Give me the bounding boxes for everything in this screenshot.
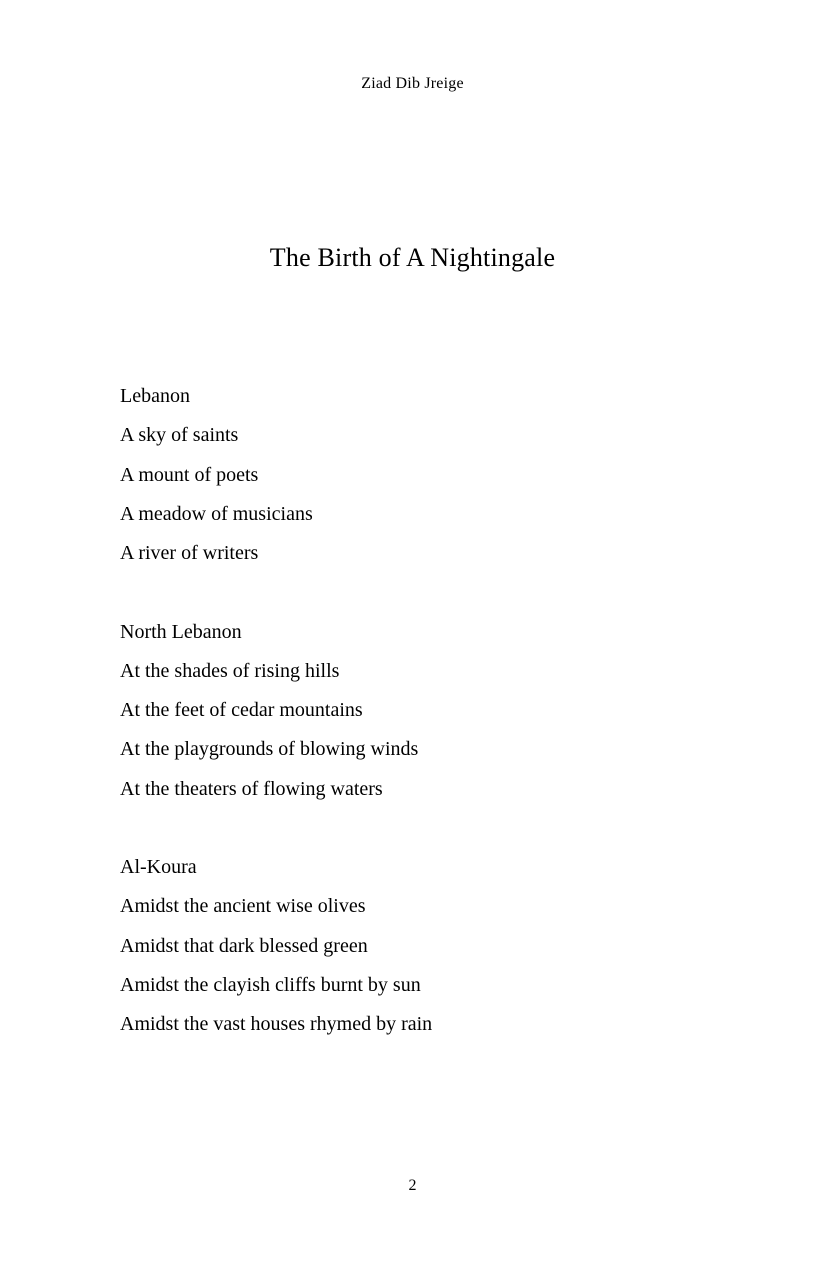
poem-line: Al-Koura <box>120 856 197 878</box>
poem-title: The Birth of A Nightingale <box>269 243 556 273</box>
poem-line: North Lebanon <box>120 620 242 643</box>
poem-body <box>120 377 735 1044</box>
poem-line: Amidst that dark blessed green <box>120 934 368 957</box>
stanza-north-lebanon <box>120 613 735 809</box>
poem-line: A mount of poets <box>120 463 259 486</box>
poem-line: Amidst the ancient wise olives <box>120 895 366 918</box>
poem-line: Lebanon <box>120 385 190 407</box>
poem-line: A meadow of musicians <box>120 502 313 525</box>
author-header: Ziad Dib Jreige <box>361 75 464 92</box>
stanza-lebanon <box>120 377 735 573</box>
poem-line: At the feet of cedar mountains <box>120 699 363 721</box>
poem-line: At the shades of rising hills <box>120 659 340 682</box>
stanza-al-koura <box>120 848 735 1044</box>
poem-line: Amidst the clayish cliffs burnt by sun <box>120 973 421 996</box>
poem-line: At the theaters of flowing waters <box>120 777 383 800</box>
page-number: 2 <box>408 1177 417 1194</box>
poem-line: A sky of saints <box>120 424 239 447</box>
poem-line: At the playgrounds of blowing winds <box>120 738 419 761</box>
poem-line: Amidst the vast houses rhymed by rain <box>120 1013 433 1035</box>
poem-line: A river of writers <box>120 542 259 564</box>
